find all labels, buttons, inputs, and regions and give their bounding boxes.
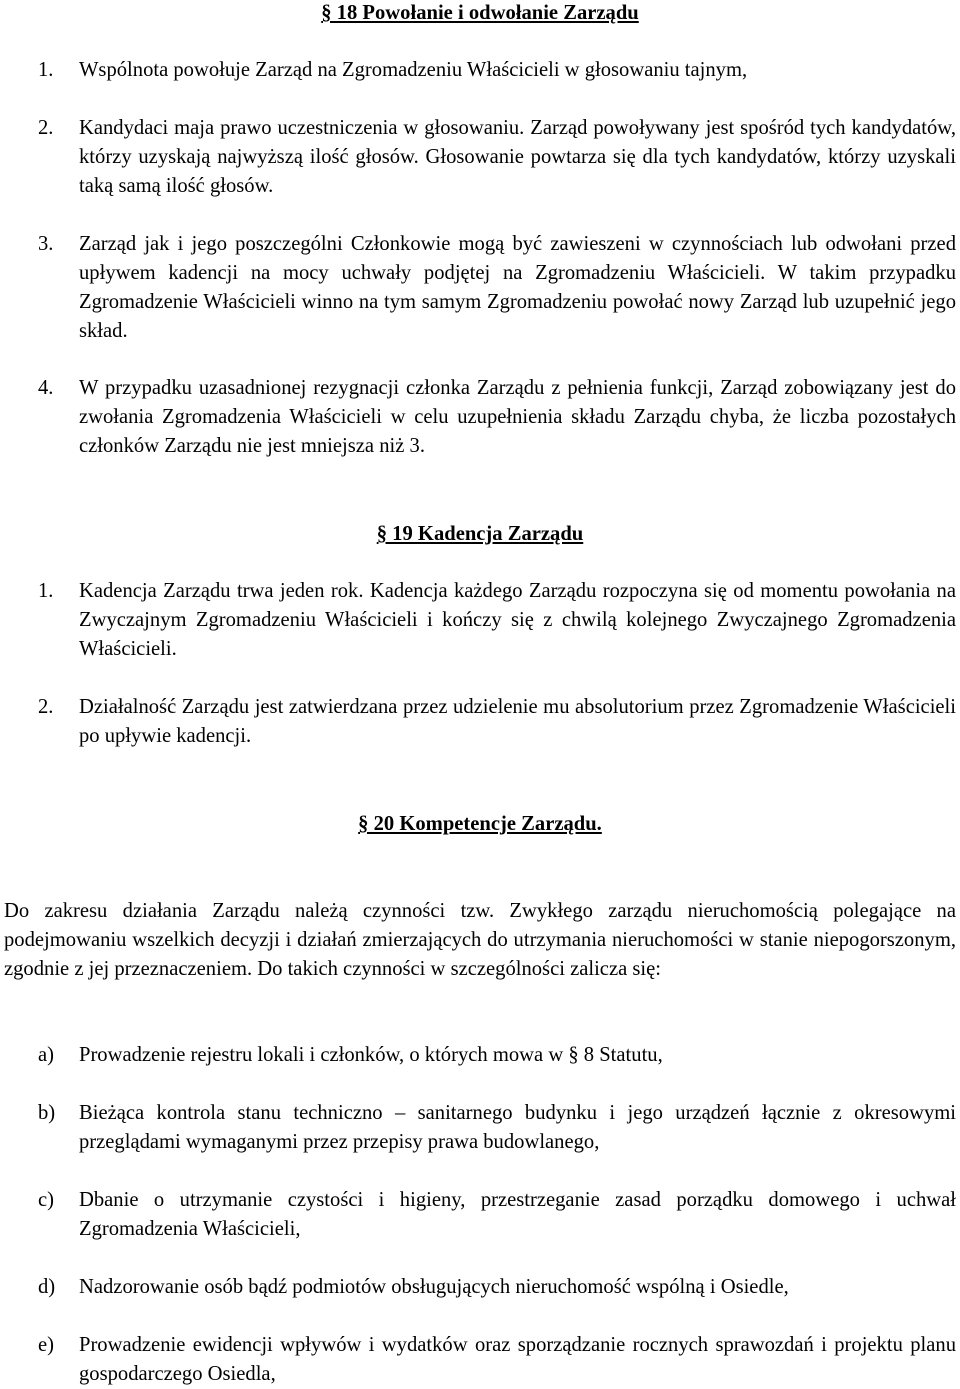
- section-20-item-e: [38, 1331, 956, 1389]
- section-18-heading: § 18 Powołanie i odwołanie Zarządu: [321, 2, 639, 24]
- item-number: 2.: [38, 696, 54, 718]
- section-20-item-a: [38, 1041, 956, 1070]
- section-18-item-4: [38, 374, 956, 461]
- item-text: Kadencja Zarządu trwa jeden rok. Kadencja każdego Zarządu rozpoczyna się od momentu powołania na Zwyczajnym Zgromadzeniu Właścicieli i kończy się z chwilą kolejnego Zwyczajnego Zgromadzenia Właścicieli.: [79, 580, 956, 660]
- item-text: Działalność Zarządu jest zatwierdzana przez udzielenie mu absolutorium przez Zgromadzenie Właścicieli po upływie kadencji.: [79, 696, 956, 747]
- item-letter: c): [38, 1189, 54, 1211]
- item-letter: e): [38, 1334, 54, 1356]
- item-text: Dbanie o utrzymanie czystości i higieny, przestrzeganie zasad porządku domowego i uchwał Zgromadzenia Właścicieli,: [79, 1189, 956, 1240]
- item-text: Prowadzenie rejestru lokali i członków, o których mowa w § 8 Statutu,: [79, 1044, 663, 1066]
- section-20-intro: Do zakresu działania Zarządu należą czynności tzw. Zwykłego zarządu nieruchomością polegające na podejmowaniu wszelkich decyzji i działań zmierzających do utrzymania nieruchomości w stanie niepogorszonym, zgodnie z jej przeznaczeniem. Do takich czynności w szczególności zalicza się:: [4, 900, 956, 980]
- section-19-heading: § 19 Kadencja Zarządu: [376, 523, 584, 545]
- item-number: 3.: [38, 233, 54, 255]
- section-19-item-2: [38, 693, 956, 751]
- item-letter: a): [38, 1044, 54, 1066]
- section-18-item-1: [38, 56, 956, 85]
- section-20-item-c: [38, 1186, 956, 1244]
- item-text: Zarząd jak i jego poszczególni Członkowie mogą być zawieszeni w czynnościach lub odwołani przed upływem kadencji na mocy uchwały podjętej na Zgromadzeniu Właścicieli. W takim przypadku Zgromadzenie Właścicieli winno na tym samym Zgromadzeniu powołać nowy Zarząd lub uzupełnić jego skład.: [79, 233, 956, 342]
- item-number: 2.: [38, 117, 54, 139]
- section-20-heading: § 20 Kompetencje Zarządu.: [358, 813, 602, 835]
- item-text: Nadzorowanie osób bądź podmiotów obsługujących nieruchomość wspólną i Osiedle,: [79, 1276, 789, 1298]
- section-19-item-1: [38, 577, 956, 664]
- section-20-item-b: [38, 1099, 956, 1157]
- section-18-item-3: [38, 230, 956, 346]
- item-letter: d): [38, 1276, 56, 1298]
- section-18-item-2: [38, 114, 956, 201]
- item-text: Bieżąca kontrola stanu techniczno – sanitarnego budynku i jego urządzeń łącznie z okresowymi przeglądami wymaganymi przez przepisy prawa budowlanego,: [79, 1102, 956, 1153]
- item-number: 1.: [38, 580, 54, 602]
- item-text: Wspólnota powołuje Zarząd na Zgromadzeniu Właścicieli w głosowaniu tajnym,: [79, 59, 748, 81]
- item-letter: b): [38, 1102, 56, 1124]
- item-number: 4.: [38, 377, 54, 399]
- section-20-item-d: [38, 1273, 956, 1302]
- item-text: Prowadzenie ewidencji wpływów i wydatków oraz sporządzanie rocznych sprawozdań i projektu planu gospodarczego Osiedla,: [79, 1334, 956, 1385]
- item-text: W przypadku uzasadnionej rezygnacji członka Zarządu z pełnienia funkcji, Zarząd zobowiązany jest do zwołania Zgromadzenia Właścicieli w celu uzupełnienia składu Zarządu chyba, że liczba pozostałych członków Zarządu nie jest mniejsza niż 3.: [79, 377, 956, 457]
- item-number: 1.: [38, 59, 54, 81]
- item-text: Kandydaci maja prawo uczestniczenia w głosowaniu. Zarząd powoływany jest spośród tych kandydatów, którzy uzyskają najwyższą ilość głosów. Głosowanie powtarza się dla tych kandydatów, którzy uzyskali taką samą ilość głosów.: [79, 117, 956, 197]
